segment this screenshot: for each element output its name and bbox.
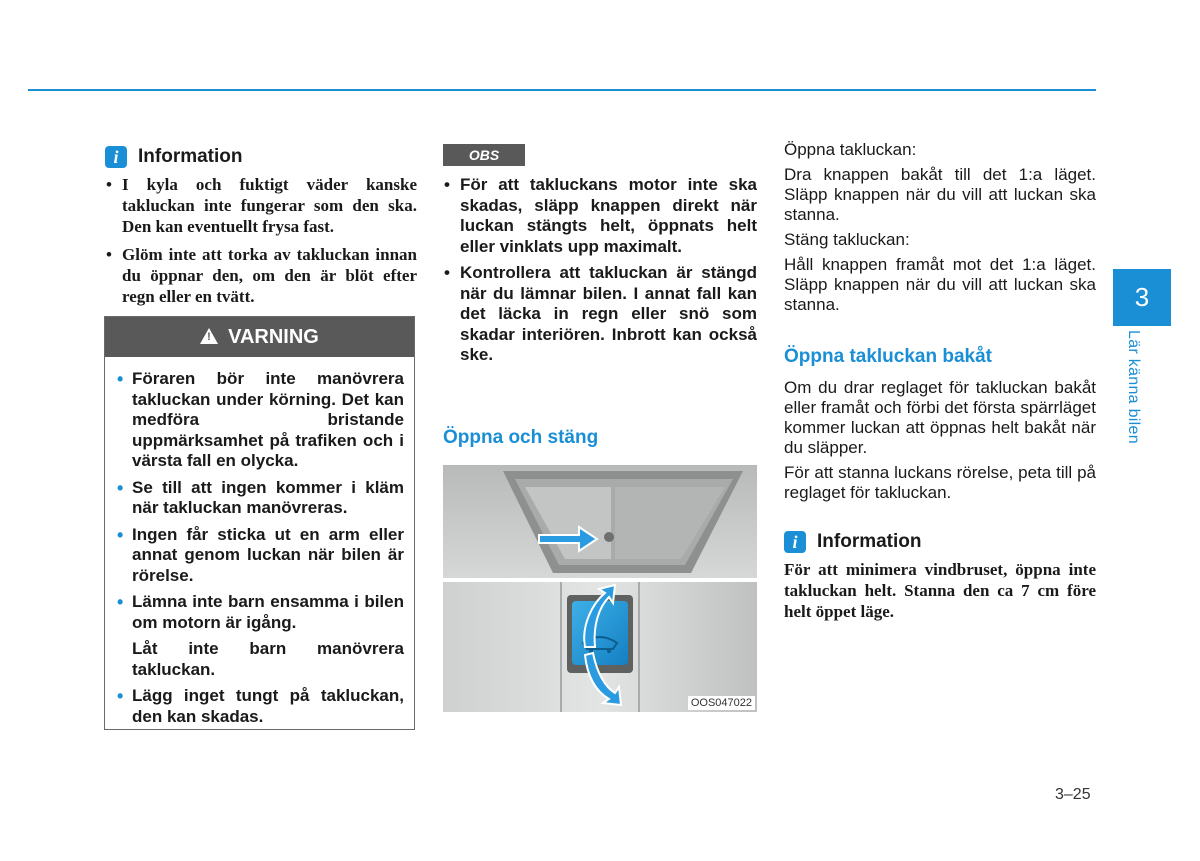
warning-item: • Ingen får sticka ut en arm eller annat genom luckan när bilen är rörelse.	[117, 525, 404, 587]
warning-item: • Lämna inte barn ensamma i bilen om motorn är igång.	[117, 592, 404, 633]
warning-triangle-icon: !	[200, 328, 218, 344]
info-heading	[105, 144, 417, 170]
warning-list	[105, 357, 414, 727]
obs-item: • Kontrollera att takluckan är stängd när du lämnar bilen. I annat fall kan det läcka in regn eller snö som skadar interiören. Inbrott kan också ske.	[443, 263, 757, 366]
paragraph: Dra knappen bakåt till det 1:a läget. Släpp knappen när du vill att luckan ska stanna.	[784, 165, 1096, 224]
info-item: • Glöm inte att torka av takluckan innan du öppnar den, om den är blöt efter regn eller en tvätt.	[105, 244, 417, 307]
warning-title: VARNING	[228, 325, 319, 348]
warning-item-continued: Låt inte barn manövrera takluckan.	[132, 639, 404, 679]
info-box-right	[784, 529, 1096, 622]
info-title: Information	[817, 531, 922, 552]
paragraph: Håll knappen framåt mot det 1:a läget. Släpp knappen när du vill att luckan ska stanna.	[784, 255, 1096, 314]
info-item: • I kyla och fuktigt väder kanske takluckan inte fungerar som den ska. Den kan eventuellt frysa fast.	[105, 174, 417, 237]
sunroof-switch-photo	[443, 465, 757, 712]
warning-item: • Se till att ingen kommer i kläm när takluckan manövreras.	[117, 478, 404, 519]
paragraph: För att stanna luckans rörelse, peta till på reglaget för takluckan.	[784, 463, 1096, 502]
section-heading-open-back: Öppna takluckan bakåt	[784, 346, 993, 367]
warning-item: • Föraren bör inte manövrera takluckan under körning. Det kan medföra bristande uppmärksamhet på trafiken och i värsta fall en olycka.	[117, 369, 404, 472]
obs-item: • För att takluckans motor inte ska skadas, släpp knappen direkt när luckan stängts helt, öppnats helt eller vinklats upp maximalt.	[443, 175, 757, 257]
paragraph: Stäng takluckan:	[784, 230, 910, 249]
chapter-title: Lär känna bilen	[1125, 330, 1142, 444]
direction-arrows-icon	[443, 465, 757, 712]
column-right-lower	[784, 378, 1096, 508]
column-middle	[443, 144, 757, 372]
warning-header	[105, 317, 414, 357]
info-title: Information	[138, 146, 243, 167]
page-number: 3–25	[1055, 786, 1091, 803]
column-right	[784, 140, 1096, 320]
info-heading	[784, 529, 1096, 555]
info-icon: i	[784, 531, 806, 553]
paragraph: Om du drar reglaget för takluckan bakåt eller framåt och förbi det första spärrläget kommer luckan att öppnas helt bakåt när du släpper.	[784, 378, 1096, 457]
info-icon: i	[105, 146, 127, 168]
obs-list	[443, 175, 757, 366]
column-left	[105, 144, 417, 314]
image-code: OOS047022	[688, 696, 755, 710]
header-rule	[28, 89, 1096, 91]
paragraph: Öppna takluckan:	[784, 140, 917, 159]
obs-label: OBS	[443, 144, 525, 166]
chapter-number-tab: 3	[1113, 269, 1171, 326]
info-text: För att minimera vindbruset, öppna inte takluckan helt. Stanna den ca 7 cm före helt öppet läge.	[784, 560, 1096, 621]
info-list	[105, 174, 417, 307]
section-heading-open-close: Öppna och stäng	[443, 427, 599, 448]
warning-box	[104, 316, 415, 730]
warning-item: • Lägg inget tungt på takluckan, den kan skadas.	[117, 686, 404, 727]
